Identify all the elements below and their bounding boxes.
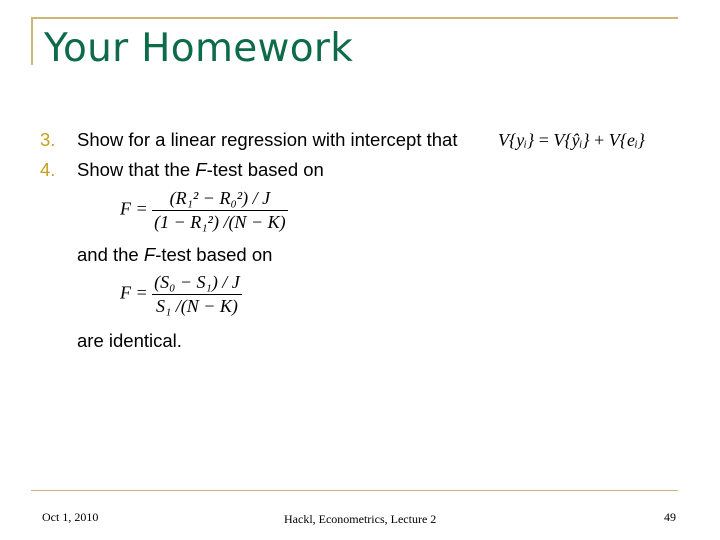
footer-page-number: 49 — [664, 510, 676, 524]
identity-rhs2: V{eᵢ} — [608, 130, 646, 150]
identity-lhs: V{yᵢ} — [498, 130, 535, 150]
formula2-denominator: S₁ /(N − K) — [156, 296, 238, 316]
item-4-text-before: Show that the — [77, 159, 196, 180]
list-item-4 — [40, 159, 324, 181]
footer-rule — [31, 490, 678, 491]
item-4-text-after: -test based on — [206, 159, 324, 180]
variance-identity-formula — [498, 130, 645, 151]
item-3-text: Show for a linear regression with intercept that — [77, 129, 458, 150]
item-3-number: 3. — [40, 129, 56, 150]
paragraph-are-identical: are identical. — [77, 330, 182, 351]
title-frame-top-rule — [31, 17, 678, 19]
identity-plus: + — [594, 130, 605, 150]
para1-var: F — [143, 244, 156, 265]
title-frame-left-rule — [31, 17, 33, 65]
slide-title: Your Homework — [44, 26, 354, 71]
para1-before: and the — [77, 244, 144, 265]
formula1-fraction — [152, 188, 287, 233]
footer-date: Oct 1, 2010 — [42, 510, 99, 524]
formula2-fraction — [152, 272, 242, 317]
item-4-text-var: F — [195, 159, 207, 180]
list-item-3 — [40, 129, 457, 151]
f-test-sum-of-squares-formula — [120, 272, 242, 317]
f-test-r-squared-formula — [120, 188, 288, 233]
identity-rhs1: V{ŷᵢ} — [553, 130, 590, 150]
paragraph-and-the-f-test — [77, 244, 272, 266]
formula1-denominator: (1 − R₁²) /(N − K) — [154, 212, 286, 232]
formula1-numerator: (R₁² − R₀²) / J — [152, 188, 287, 211]
identity-equals: = — [538, 130, 549, 150]
footer-course-title: Hackl, Econometrics, Lecture 2 — [284, 512, 437, 526]
formula2-numerator: (S₀ − S₁) / J — [152, 272, 242, 295]
formula1-lhs: F = — [120, 198, 148, 219]
formula2-lhs: F = — [120, 282, 148, 303]
item-4-number: 4. — [40, 159, 56, 180]
para1-after: -test based on — [155, 244, 273, 265]
